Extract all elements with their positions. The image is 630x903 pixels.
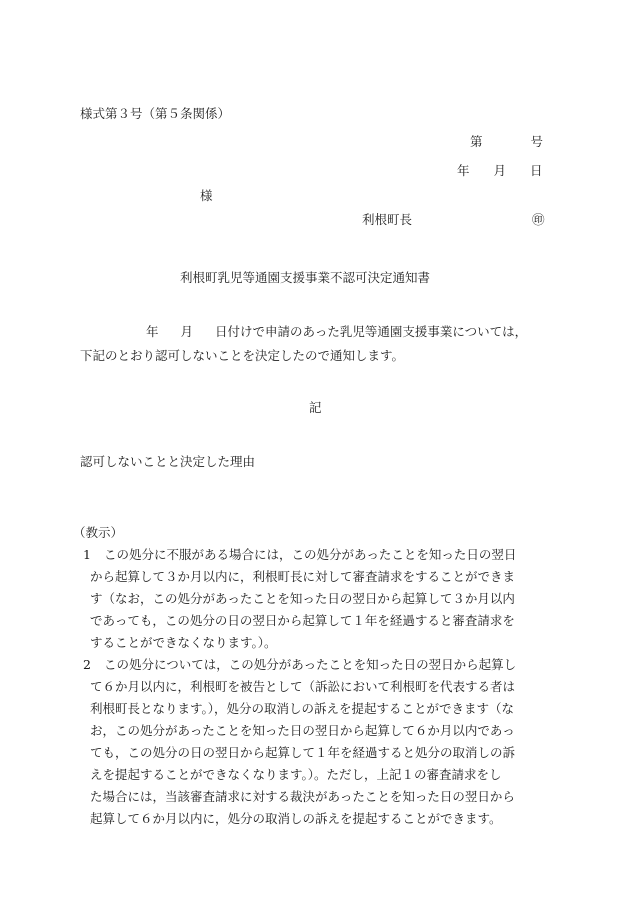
notice-heading: （教示） [73, 525, 124, 540]
notice-line: 利根町長となります。），処分の取消しの訴えを提起することができます（な [90, 701, 515, 716]
notice-line: この処分に不服がある場合には，この処分があったことを知った日の翌日 [104, 547, 517, 562]
reason-label: 認可しないことと決定した理由 [80, 454, 256, 469]
notice-item-number: 2 [83, 657, 91, 672]
notice-line: す（なお，この処分があったことを知った日の翌日から起算して３か月以内 [90, 591, 515, 606]
body-month: 月 [180, 324, 194, 339]
notice-line: て６か月以内に，利根町を被告として（訴訟において利根町を代表する者は [90, 679, 516, 694]
date-line [457, 161, 543, 179]
notice-line: することができなくなります。）。 [90, 635, 277, 650]
notice-line: ても，この処分の日の翌日から起算して１年を経過すると処分の取消しの訴 [90, 745, 516, 760]
notice-line: 起算して６か月以内に，処分の取消しの訴えを提起することができます。 [90, 811, 502, 826]
form-number-label: 様式第３号（第５条関係） [80, 106, 231, 121]
date-year: 年 [457, 163, 470, 178]
document-title: 利根町乳児等通園支援事業不認可決定通知書 [180, 270, 431, 285]
addressee-honorific: 様 [200, 188, 213, 203]
number-suffix: 号 [530, 134, 544, 149]
sender-name: 利根町長 [362, 212, 413, 227]
notice-item [73, 654, 573, 830]
body-paragraph [80, 320, 527, 368]
number-prefix: 第 [470, 134, 483, 149]
notice-item-number: 1 [83, 547, 91, 562]
notice-item [73, 544, 573, 654]
body-line-1-text: 日付けで申請のあった乳児等通園支援事業については， [215, 324, 528, 339]
body-line-1 [80, 320, 527, 344]
seal-mark: ㊞ [532, 212, 545, 227]
notice-line: えを提起することができなくなります。）。ただし，上記１の審査請求をし [90, 767, 502, 782]
notice-line: た場合には，当該審査請求に対する裁決があったことを知った日の翌日から [90, 789, 515, 804]
notice-line: から起算して３か月以内に，利根町長に対して審査請求をすることができま [90, 569, 516, 584]
body-year: 年 [146, 324, 159, 339]
notice-line: であっても，この処分の日の翌日から起算して１年を経過すると審査請求を [90, 613, 515, 628]
body-line-2: 下記のとおり認可しないことを決定したので通知します。 [80, 348, 405, 363]
notice-section [73, 522, 573, 830]
document-number-line [470, 132, 543, 150]
date-month: 月 [493, 163, 507, 178]
sender-line [362, 210, 545, 228]
date-day: 日 [530, 163, 543, 178]
notice-line: この処分については，この処分があったことを知った日の翌日から起算し [104, 657, 517, 672]
notice-line: お，この処分があったことを知った日の翌日から起算して６か月以内であっ [90, 723, 515, 738]
ki-heading: 記 [309, 400, 322, 415]
